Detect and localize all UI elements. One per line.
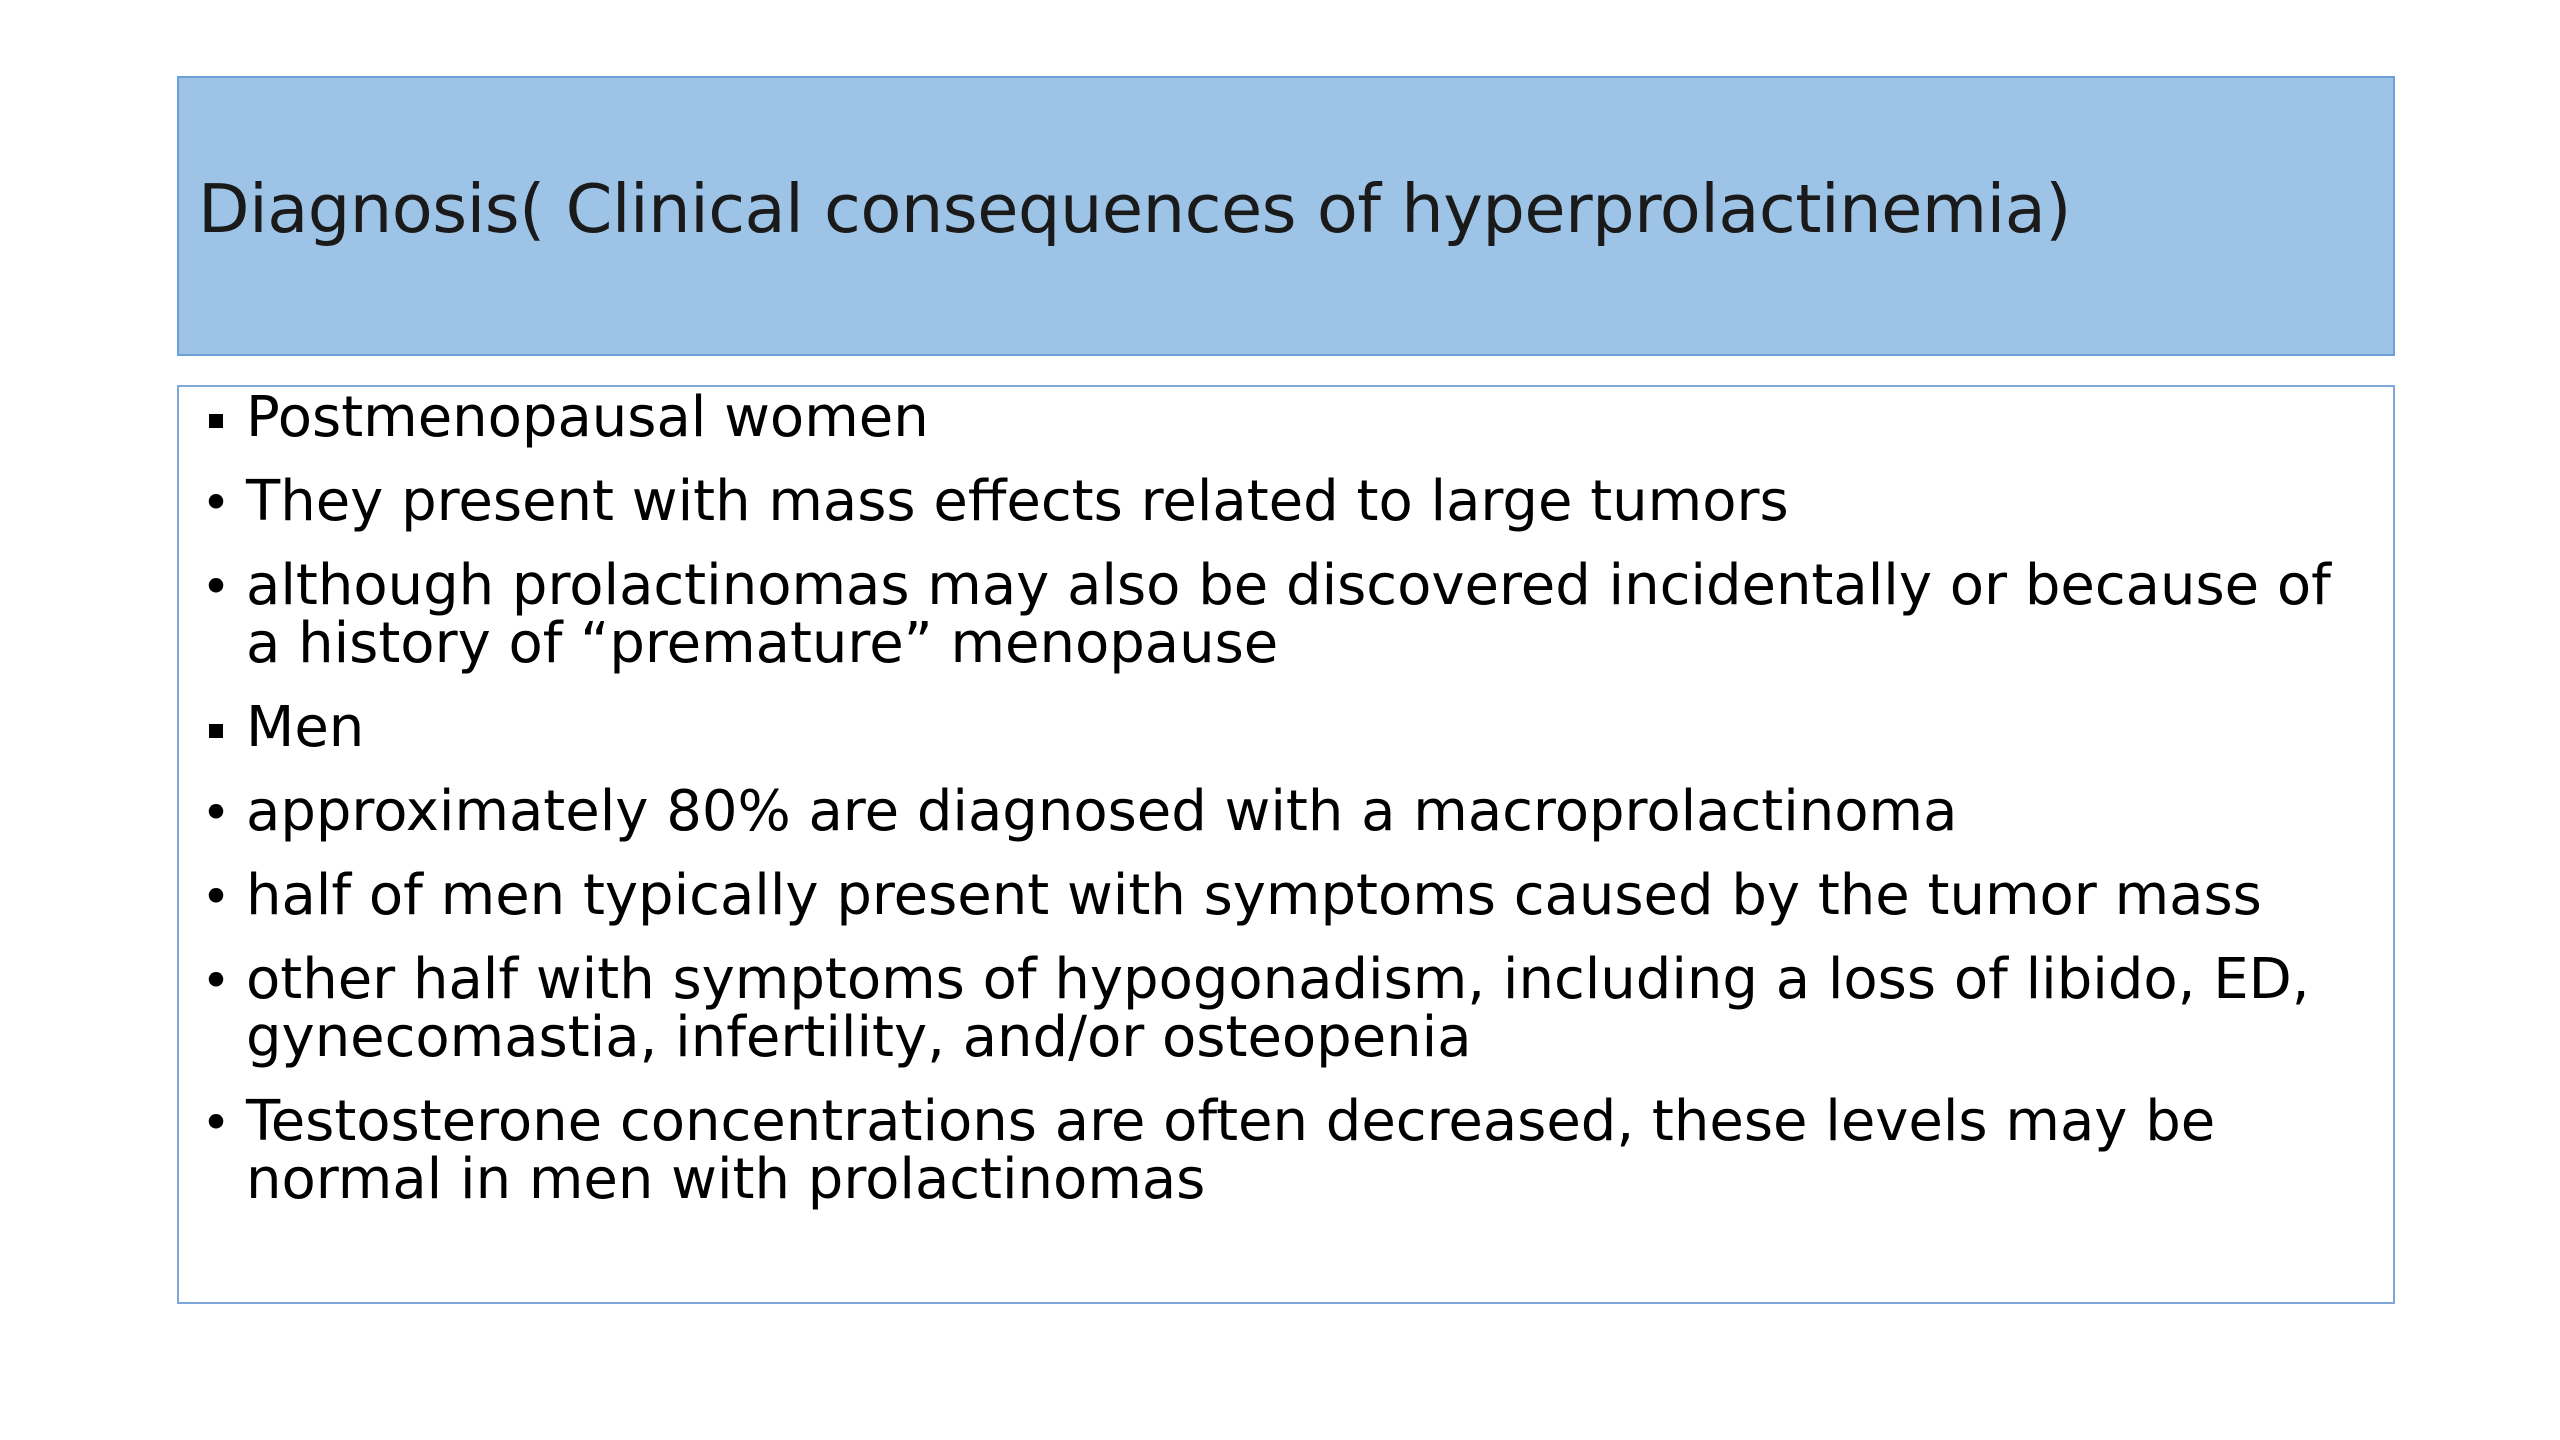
round-bullet-icon (201, 867, 231, 926)
list-item-text: Testosterone concentrations are often decreased, these levels may be normal in men with prolactinomas (246, 1089, 2216, 1212)
slide-title: Diagnosis( Clinical consequences of hyperprolactinemia) (198, 170, 2071, 248)
list-item (179, 553, 2393, 676)
round-bullet-icon (201, 557, 231, 616)
title-box (177, 76, 2395, 356)
square-bullet-icon (201, 699, 231, 757)
list-item-text: other half with symptoms of hypogonadism, including a loss of libido, ED, gynecomastia, infertility, and/or osteopenia (246, 947, 2310, 1070)
round-bullet-icon (201, 473, 231, 532)
list-item (179, 863, 2393, 928)
list-item-text: approximately 80% are diagnosed with a macroprolactinoma (246, 779, 1958, 844)
list-item-text: Postmenopausal women (246, 385, 929, 450)
list-item-text: Men (246, 695, 365, 760)
list-item (179, 695, 2393, 760)
list-item (179, 1089, 2393, 1212)
list-item-text: They present with mass effects related to large tumors (246, 469, 1789, 534)
round-bullet-icon (201, 951, 231, 1010)
round-bullet-icon (201, 783, 231, 842)
list-item-text: although prolactinomas may also be discovered incidentally or because of a history of “premature” menopause (246, 553, 2331, 676)
content-box (177, 385, 2395, 1304)
list-item (179, 779, 2393, 844)
list-item (179, 947, 2393, 1070)
list-item (179, 469, 2393, 534)
round-bullet-icon (201, 1093, 231, 1152)
list-item-text: half of men typically present with symptoms caused by the tumor mass (246, 863, 2262, 928)
square-bullet-icon (201, 389, 231, 447)
list-item (179, 385, 2393, 450)
